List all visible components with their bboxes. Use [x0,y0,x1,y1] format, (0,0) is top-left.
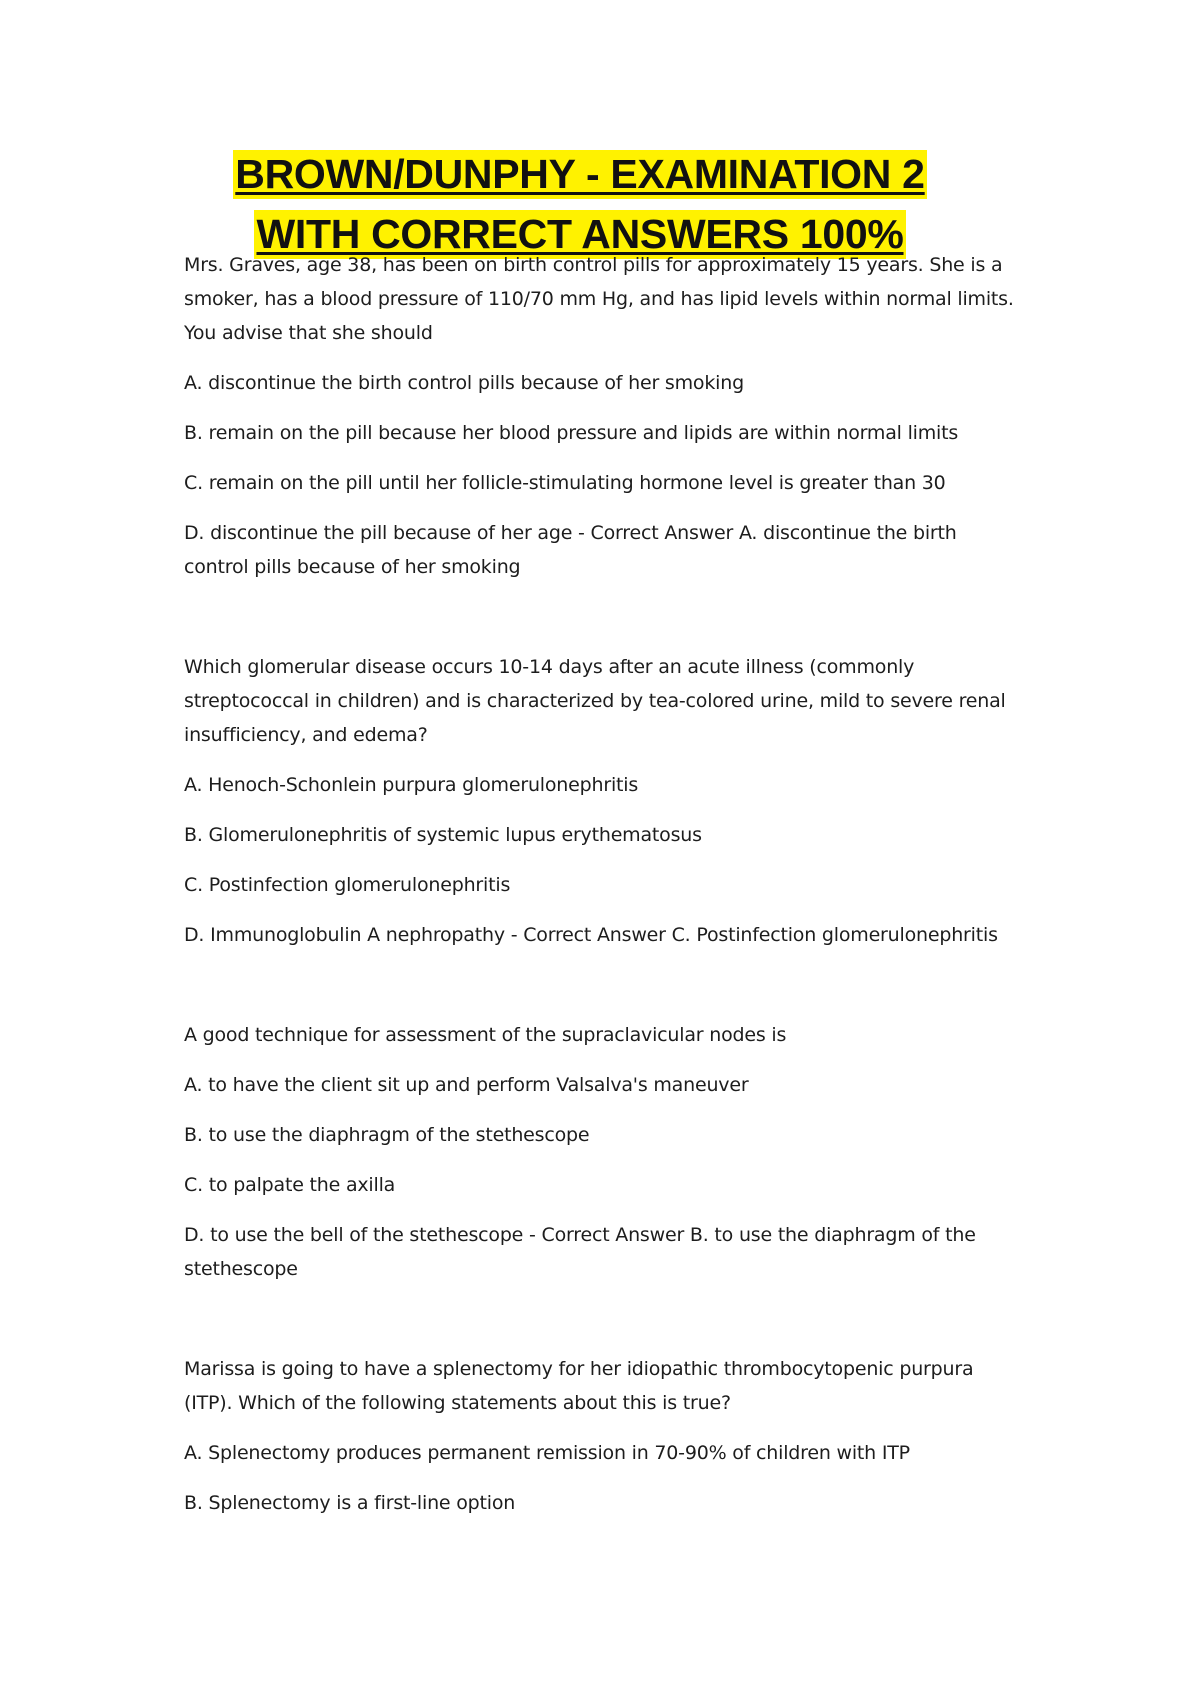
option-a: A. discontinue the birth control pills because of her smoking [184,372,744,394]
option-c: C. to palpate the axilla [184,1174,396,1196]
question-1 [184,248,1024,584]
question-stem: Marissa is going to have a splenectomy for her idiopathic thrombocytopenic purpura (ITP). Which of the following statements about this is true? [184,1358,974,1414]
question-stem: Which glomerular disease occurs 10-14 days after an acute illness (commonly streptococcal in children) and is characterized by tea-colored urine, mild to severe renal insufficiency, and edema? [184,656,1006,746]
option-b: B. to use the diaphragm of the stethescope [184,1124,590,1146]
option-d-with-answer: D. discontinue the pill because of her age - Correct Answer A. discontinue the birth control pills because of her smoking [184,522,957,578]
questions-list [184,248,1024,1586]
option-d-with-answer: D. Immunoglobulin A nephropathy - Correct Answer C. Postinfection glomerulonephritis [184,924,998,946]
option-a: A. Henoch-Schonlein purpura glomerulonephritis [184,774,639,796]
option-d-with-answer: D. to use the bell of the stethescope - Correct Answer B. to use the diaphragm of the stethescope [184,1224,976,1280]
question-stem: A good technique for assessment of the supraclavicular nodes is [184,1024,787,1046]
option-a: A. Splenectomy produces permanent remission in 70-90% of children with ITP [184,1442,910,1464]
option-a: A. to have the client sit up and perform Valsalva's maneuver [184,1074,749,1096]
option-b: B. Splenectomy is a first-line option [184,1492,516,1514]
title-line-2: WITH CORRECT ANSWERS 100% [256,211,904,257]
option-c: C. remain on the pill until her follicle-stimulating hormone level is greater than 30 [184,472,946,494]
option-b: B. Glomerulonephritis of systemic lupus erythematosus [184,824,702,846]
option-c: C. Postinfection glomerulonephritis [184,874,511,896]
question-stem: Mrs. Graves, age 38, has been on birth control pills for approximately 15 years. She is a smoker, has a blood pressure of 110/70 mm Hg, and has lipid levels within normal limits. You advise that she should [184,254,1014,344]
question-3 [184,1018,1024,1286]
title-line-1: BROWN/DUNPHY - EXAMINATION 2 [235,151,925,197]
option-b: B. remain on the pill because her blood pressure and lipids are within normal limits [184,422,959,444]
question-2 [184,650,1024,952]
question-4 [184,1352,1024,1520]
